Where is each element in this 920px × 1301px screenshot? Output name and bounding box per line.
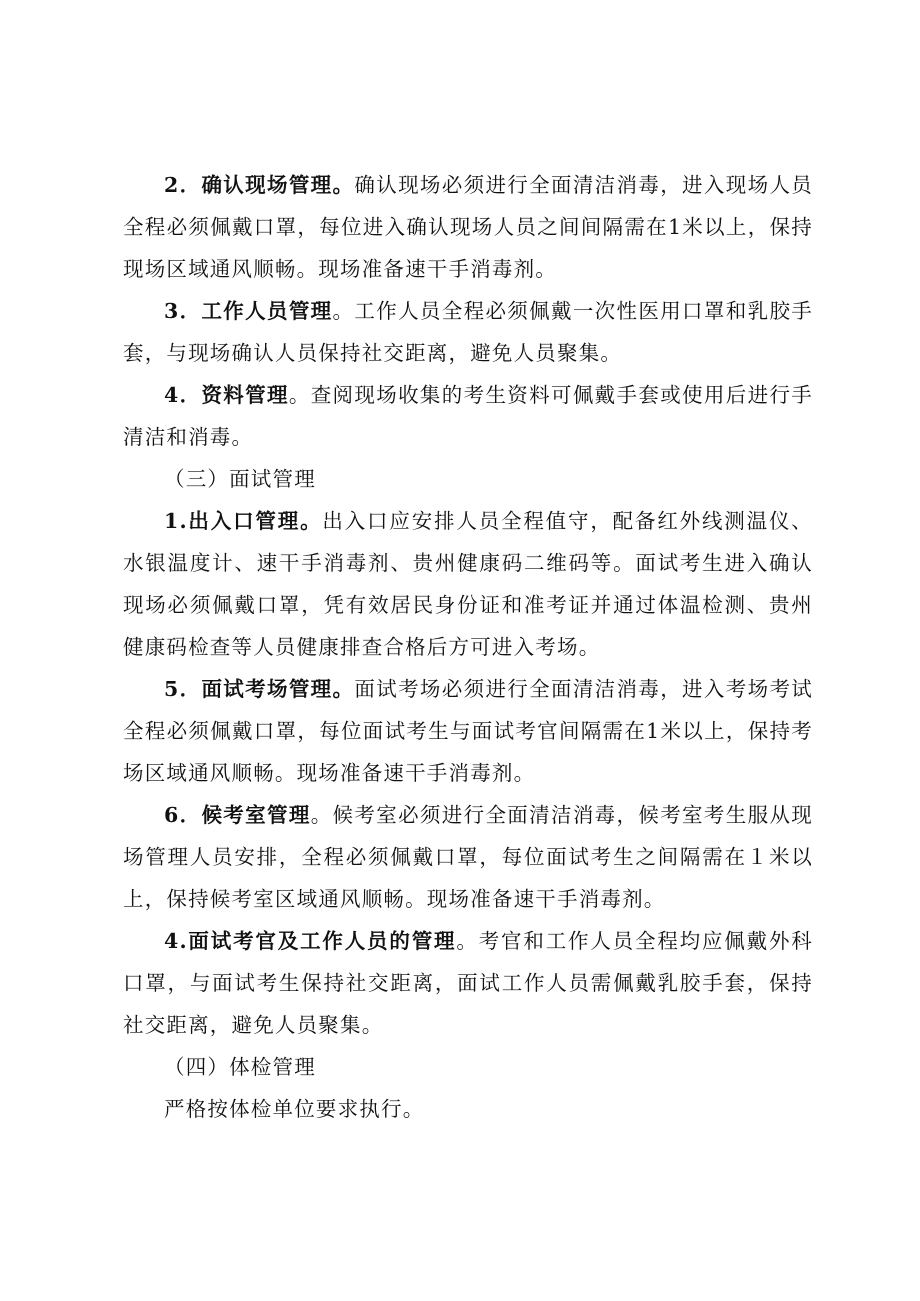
paragraph-examiners [123,920,813,1046]
paragraph-waiting-room [123,794,813,920]
paragraph-text: 严格按体检单位要求执行。 [164,1097,425,1121]
section-heading-medical [123,1046,813,1088]
paragraph-staff [123,290,813,374]
paragraph-lead: 6．候考室管理 [164,803,311,827]
paragraph-text: 确认现场必须进行全面清洁消毒，进入现场人员全程必须佩戴口罩，每位进入确认现场人员之间间隔需在1米以上，保持现场区域通风顺畅。现场准备速干手消毒剂。 [123,173,813,281]
paragraph-confirm-site [123,164,813,290]
section-heading-interview [123,458,813,500]
paragraph-text: 面试考场必须进行全面清洁消毒，进入考场考试全程必须佩戴口罩，每位面试考生与面试考官间隔需在1米以上，保持考场区域通风顺畅。现场准备速干手消毒剂。 [123,677,813,785]
paragraph-materials [123,374,813,458]
paragraph-text: 出入口应安排人员全程值守，配备红外线测温仪、水银温度计、速干手消毒剂、贵州健康码二维码等。面试考生进入确认现场必须佩戴口罩，凭有效居民身份证和准考证并通过体温检测、贵州健康码检查等人员健康排查合格后方可进入考场。 [123,509,813,659]
paragraph-lead: 5．面试考场管理。 [164,677,355,701]
paragraph-lead: 1.出入口管理。 [164,509,323,533]
section-heading-text: （四）体检管理 [164,1055,316,1079]
paragraph-text: 。工作人员全程必须佩戴一次性医用口罩和乳胶手套，与现场确认人员保持社交距离，避免人员聚集。 [123,299,813,365]
paragraph-lead: 4.面试考官及工作人员的管理 [164,929,457,953]
document-body [123,164,813,1130]
paragraph-entrance [123,500,813,668]
section-heading-text: （三）面试管理 [164,467,316,491]
paragraph-text: 。查阅现场收集的考生资料可佩戴手套或使用后进行手清洁和消毒。 [123,383,813,449]
paragraph-medical [123,1088,813,1130]
paragraph-lead: 4．资料管理 [164,383,289,407]
paragraph-text: 。候考室必须进行全面清洁消毒，候考室考生服从现场管理人员安排，全程必须佩戴口罩，每位面试考生之间隔需在１米以上，保持候考室区域通风顺畅。现场准备速干手消毒剂。 [123,803,813,911]
paragraph-exam-room [123,668,813,794]
paragraph-text: 。考官和工作人员全程均应佩戴外科口罩，与面试考生保持社交距离，面试工作人员需佩戴乳胶手套，保持社交距离，避免人员聚集。 [123,929,813,1037]
paragraph-lead: 3．工作人员管理 [164,299,333,323]
paragraph-lead: 2．确认现场管理。 [164,173,355,197]
